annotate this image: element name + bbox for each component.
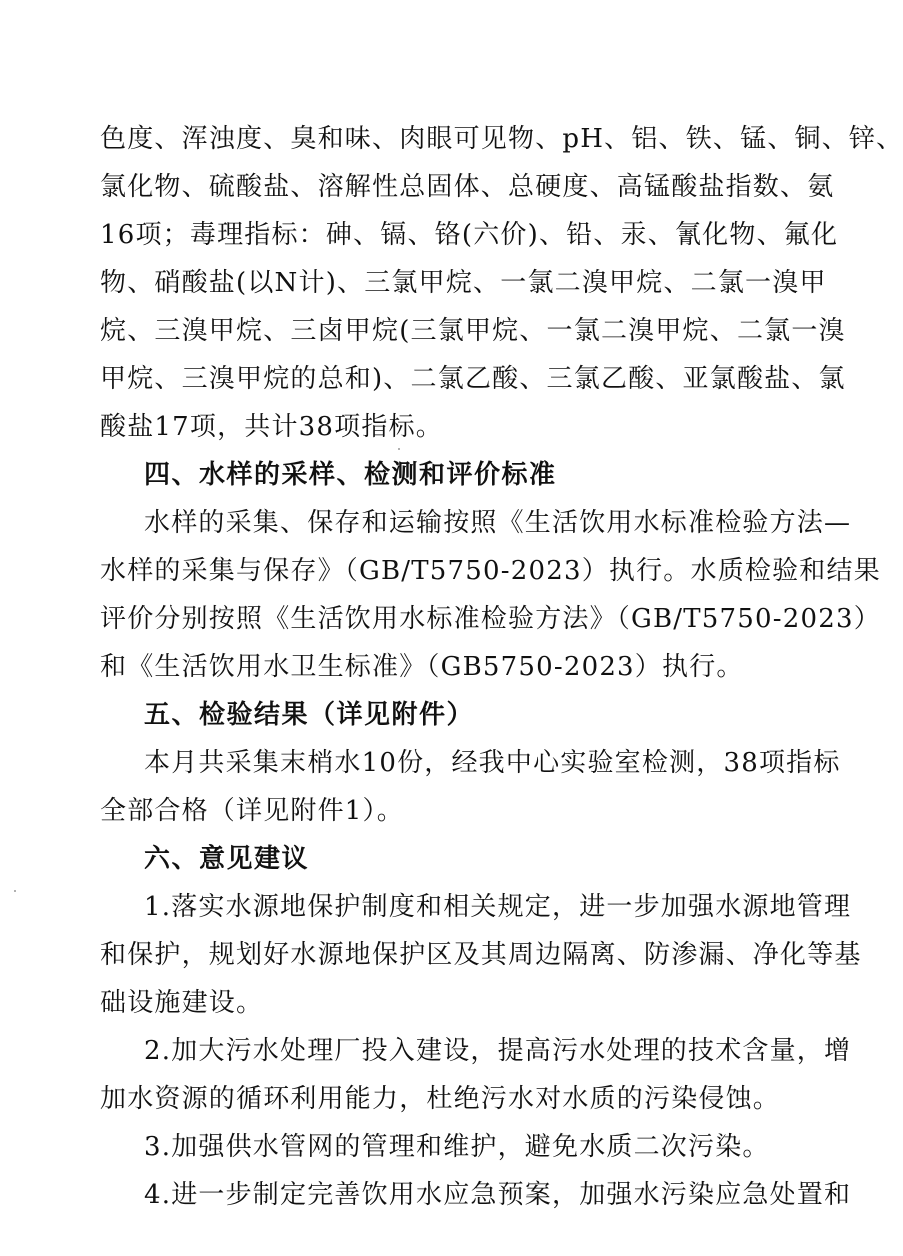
text-line: 水样的采集与保存》（GB/T5750-2023）执行。水质检验和结果 xyxy=(100,556,881,586)
scan-speck xyxy=(14,890,16,892)
text-line: 和保护，规划好水源地保护区及其周边隔离、防渗漏、净化等基 xyxy=(100,940,862,970)
text-line: 和《生活饮用水卫生标准》（GB5750-2023）执行。 xyxy=(100,652,744,682)
text-line: 全部合格（详见附件1）。 xyxy=(100,796,404,826)
text-line: 水样的采集、保存和运输按照《生活饮用水标准检验方法— xyxy=(144,508,852,538)
text-line: 2.加大污水处理厂投入建设，提高污水处理的技术含量，增 xyxy=(144,1036,852,1066)
text-line: 烷、三溴甲烷、三卤甲烷(三氯甲烷、一氯二溴甲烷、二氯一溴 xyxy=(100,316,846,346)
text-line: 1.落实水源地保护制度和相关规定，进一步加强水源地管理 xyxy=(144,892,852,922)
section-heading: 四、水样的采样、检测和评价标准 xyxy=(144,460,557,490)
text-line: 础设施建设。 xyxy=(100,988,264,1018)
scan-speck xyxy=(398,448,400,450)
section-heading: 六、意见建议 xyxy=(144,844,310,874)
text-line: 物、硝酸盐(以N计)、三氯甲烷、一氯二溴甲烷、二氯一溴甲 xyxy=(100,268,827,298)
text-line: 色度、浑浊度、臭和味、肉眼可见物、pH、铝、铁、锰、铜、锌、 xyxy=(100,124,903,154)
text-line: 4.进一步制定完善饮用水应急预案，加强水污染应急处置和 xyxy=(144,1180,852,1210)
text-line: 16项；毒理指标：砷、镉、铬(六价)、铅、汞、氰化物、氟化 xyxy=(100,220,839,250)
text-line: 3.加强供水管网的管理和维护，避免水质二次污染。 xyxy=(144,1132,770,1162)
section-heading: 五、检验结果（详见附件） xyxy=(144,700,475,730)
text-line: 本月共采集末梢水10份，经我中心实验室检测，38项指标 xyxy=(144,748,841,778)
text-line: 甲烷、三溴甲烷的总和)、二氯乙酸、三氯乙酸、亚氯酸盐、氯 xyxy=(100,364,846,394)
text-line: 氯化物、硫酸盐、溶解性总固体、总硬度、高锰酸盐指数、氨 xyxy=(100,172,835,202)
text-line: 评价分别按照《生活饮用水标准检验方法》（GB/T5750-2023） xyxy=(100,604,881,634)
text-line: 酸盐17项，共计38项指标。 xyxy=(100,412,443,442)
text-line: 加水资源的循环利用能力，杜绝污水对水质的污染侵蚀。 xyxy=(100,1084,781,1114)
